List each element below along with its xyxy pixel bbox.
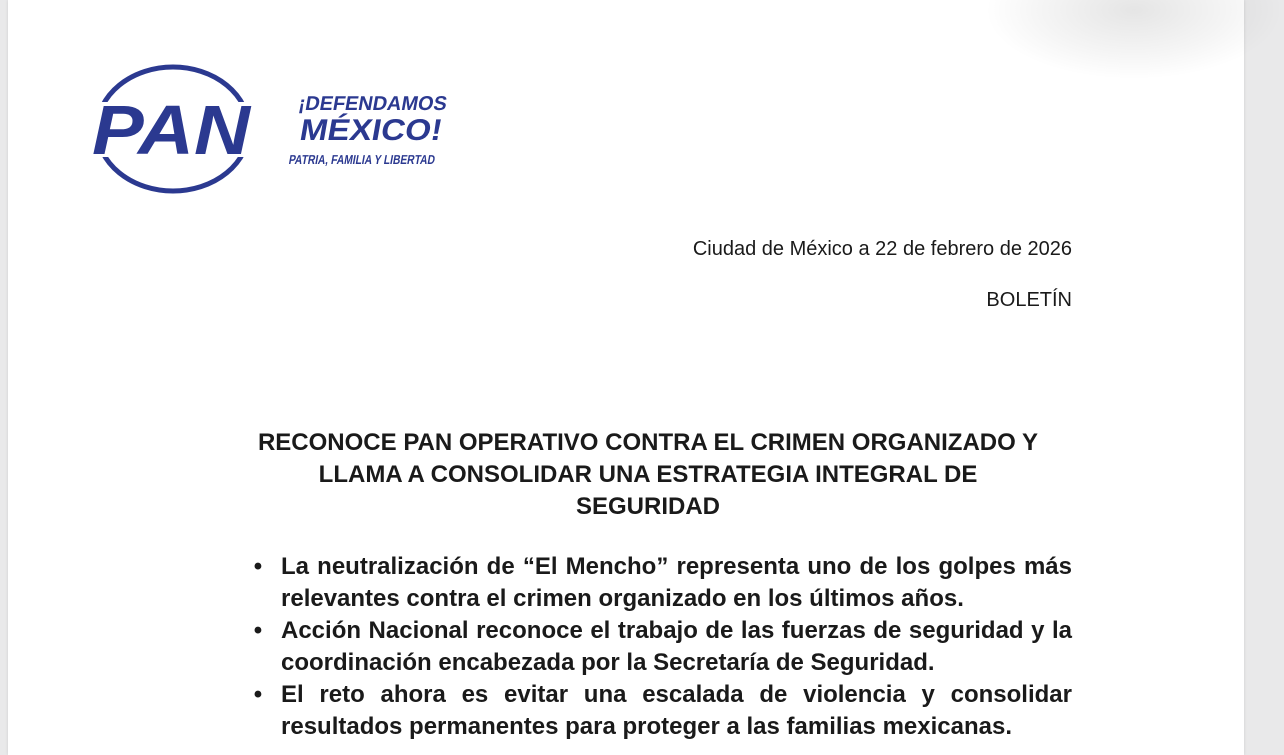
summary-bullet <box>248 551 1072 615</box>
bullet-text: La neutralización de “El Mencho” representa uno de los golpes más relevantes contra el crimen organizado en los últimos años. <box>281 553 1072 612</box>
bullet-marker: • <box>253 617 263 644</box>
document-type-label: BOLETÍN <box>986 289 1072 311</box>
headline-line: LLAMA A CONSOLIDAR UNA ESTRATEGIA INTEGRAL DE <box>318 461 978 488</box>
headline <box>198 427 1098 523</box>
dateline: Ciudad de México a 22 de febrero de 2026 <box>692 238 1072 260</box>
page-shadow <box>984 0 1284 80</box>
slogan-line-1: ¡DEFENDAMOS <box>296 93 450 115</box>
bullet-text: Acción Nacional reconoce el trabajo de las fuerzas de seguridad y la coordinación encabezada por la Secretaría de Seguridad. <box>281 617 1072 676</box>
headline-line: RECONOCE PAN OPERATIVO CONTRA EL CRIMEN ORGANIZADO Y <box>257 429 1039 456</box>
summary-bullet-list <box>248 551 1072 743</box>
slogan-line-2: MÉXICO! <box>297 114 432 147</box>
document-page <box>8 0 1244 755</box>
slogan-logo <box>280 86 476 186</box>
summary-bullet <box>248 615 1072 679</box>
bullet-marker: • <box>253 681 263 708</box>
slogan-line-3: PATRIA, FAMILIA Y LIBERTAD <box>287 152 476 167</box>
headline-line: SEGURIDAD <box>575 493 720 520</box>
bullet-text: El reto ahora es evitar una escalada de violencia y consolidar resultados permanentes para proteger a las familias mexicanas. <box>281 681 1072 740</box>
pan-logo-wordmark: PAN <box>92 91 252 169</box>
bullet-marker: • <box>253 553 263 580</box>
pan-logo <box>86 62 256 197</box>
summary-bullet <box>248 679 1072 743</box>
